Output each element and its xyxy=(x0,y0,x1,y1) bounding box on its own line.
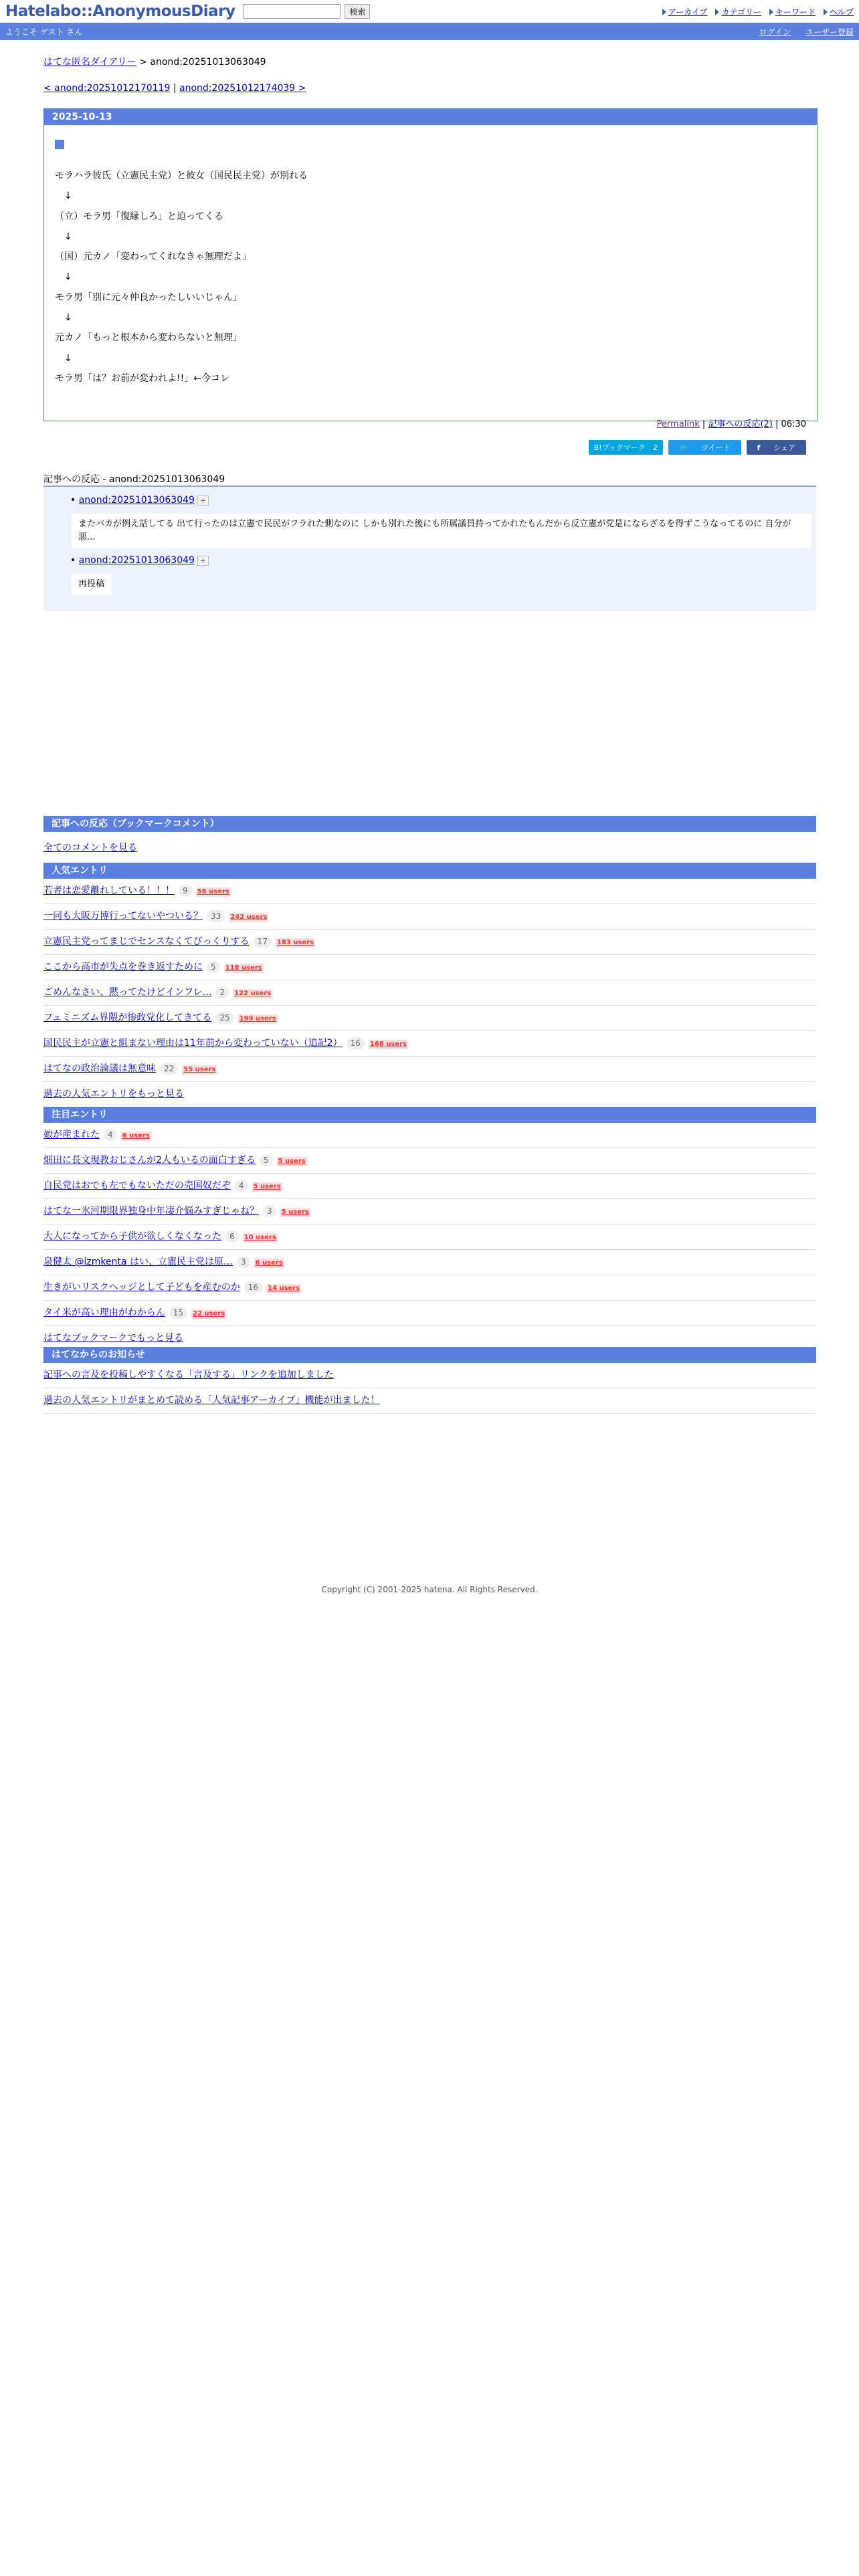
entry-line: ↓ xyxy=(55,272,72,283)
users-badge[interactable]: 183 users xyxy=(276,939,314,946)
users-badge[interactable]: 10 users xyxy=(244,1234,276,1241)
list-item xyxy=(43,1224,816,1250)
list-item xyxy=(43,1275,816,1301)
users-badge[interactable]: 58 users xyxy=(197,888,229,895)
entry-link[interactable]: 大人になってから子供が欲しくなくなった xyxy=(43,1231,221,1242)
register-link[interactable]: ユーザー登録 xyxy=(805,27,854,37)
users-badge[interactable]: 14 users xyxy=(268,1285,300,1292)
list-item xyxy=(43,1123,816,1148)
entry-line: ↓ xyxy=(55,231,72,242)
reactions-title: 記事への反応 - anond:20251013063049 xyxy=(43,474,225,485)
entry-link[interactable]: ごめんなさい、黙ってたけどインフレ… xyxy=(43,987,212,998)
entry-line: 元カノ「もっと根本から変わらないと無理」 xyxy=(55,332,242,344)
list-item xyxy=(43,1031,816,1057)
comment-bubble-icon: 17 xyxy=(254,936,272,948)
list-item xyxy=(43,980,816,1006)
share-buttons xyxy=(589,440,806,455)
list-item xyxy=(43,1388,816,1414)
entry-link[interactable]: 自民党はおでも左でもないただの売国奴だぞ xyxy=(43,1180,231,1191)
entry-line: ↓ xyxy=(55,352,72,364)
facebook-icon: f xyxy=(757,443,763,452)
attention-section xyxy=(43,1107,816,1351)
users-badge[interactable]: 6 users xyxy=(255,1259,283,1267)
comment-bubble-icon: 15 xyxy=(169,1307,187,1319)
popular-title: 人気エントリ xyxy=(43,863,816,879)
nav-keyword[interactable]: キーワード xyxy=(775,7,816,17)
entry-line: （立）モラ男「復縁しろ」と迫ってくる xyxy=(55,211,223,222)
bookmark-comments-section xyxy=(43,816,816,861)
reactions-list xyxy=(43,486,816,611)
list-item xyxy=(43,1363,816,1388)
entry-link[interactable]: 畑田に長文現教おじさんが2人もいるの面白すぎる xyxy=(43,1155,256,1166)
entry-link[interactable]: タイ米が高い理由がわからん xyxy=(43,1307,165,1318)
pager-separator: | xyxy=(173,83,177,94)
permalink[interactable]: Permalink xyxy=(656,419,700,429)
notice-link[interactable]: 記事への言及を投稿しやすくなる「言及する」リンクを追加しました xyxy=(43,1370,334,1380)
entry-link[interactable]: 立憲民主党ってまじでセンスなくてびっくりする xyxy=(43,936,250,947)
login-link[interactable]: ログイン xyxy=(759,27,791,37)
prev-entry-link[interactable]: < anond:20251012170119 xyxy=(43,83,171,94)
list-item xyxy=(43,1301,816,1326)
list-item xyxy=(43,930,816,955)
users-badge[interactable]: 242 users xyxy=(230,914,268,921)
notices-title: はてなからのお知らせ xyxy=(43,1347,816,1363)
entry-line: （国）元カノ「変わってくれなきゃ無理だよ」 xyxy=(55,251,252,263)
copyright: Copyright (C) 2001-2025 hatena. All Rights Reserved. xyxy=(321,1585,538,1594)
users-badge[interactable]: 118 users xyxy=(225,964,262,972)
comment-bubble-icon: 5 xyxy=(260,1154,273,1166)
entry-link[interactable]: はてな一氷河期限界独身中年凄介悩みすぎじゃね？ xyxy=(43,1206,259,1216)
entry-link[interactable]: フェミニズム界隈が惨政党化してきてる xyxy=(43,1012,212,1023)
users-badge[interactable]: 55 users xyxy=(183,1066,216,1073)
users-badge[interactable]: 168 users xyxy=(369,1041,407,1048)
users-badge[interactable]: 199 users xyxy=(239,1015,276,1023)
entry-date: 2025-10-13 xyxy=(44,109,817,125)
tweet-label: ツイート xyxy=(701,443,731,452)
entry-link[interactable]: はてなの政治論議は無意味 xyxy=(43,1063,156,1074)
tweet-button[interactable] xyxy=(668,440,741,455)
arrow-icon xyxy=(662,9,666,15)
entry-link[interactable]: 生きがいリスクヘッジとして子どもを産むのか xyxy=(43,1282,240,1293)
popular-section xyxy=(43,863,816,1107)
users-badge[interactable]: 5 users xyxy=(253,1183,281,1190)
attention-more-link[interactable]: はてなブックマークでもっと見る xyxy=(43,1333,184,1344)
entry-link[interactable]: 一同も大阪万博行ってないやついる？ xyxy=(43,911,203,922)
entry-link[interactable]: 若者は恋愛離れしている！！！ xyxy=(43,885,175,896)
entry-anchor-icon[interactable] xyxy=(55,140,64,149)
arrow-icon xyxy=(715,9,719,15)
entry-footer: Permalink | 記事への反応(2) | 06:30 xyxy=(656,419,806,429)
bird-icon: 🐦 xyxy=(678,443,691,452)
reaction-item: • anond:20251013063049 + xyxy=(70,555,209,566)
users-badge[interactable]: 5 users xyxy=(281,1208,309,1216)
facebook-label: シェア xyxy=(773,443,795,452)
search-button[interactable]: 検索 xyxy=(345,4,370,19)
reaction-item: • anond:20251013063049 + xyxy=(70,495,209,506)
welcome-text: ようこそ ゲスト さん xyxy=(5,27,83,37)
entry-time: 06:30 xyxy=(781,419,806,429)
expand-button[interactable]: + xyxy=(197,556,209,566)
list-item xyxy=(43,955,816,980)
notice-link[interactable]: 過去の人気エントリがまとめて読める「人気記事アーカイブ」機能が出ました！ xyxy=(43,1395,380,1406)
comment-bubble-icon: 9 xyxy=(179,885,192,897)
arrow-icon xyxy=(769,9,773,15)
list-item xyxy=(43,904,816,930)
reactions-link[interactable]: 記事への反応(2) xyxy=(708,419,773,429)
nav-archive[interactable]: アーカイブ xyxy=(668,7,708,17)
list-item xyxy=(43,1174,816,1199)
entry-box xyxy=(43,108,818,452)
list-item xyxy=(43,1057,816,1082)
entry-line: ↓ xyxy=(55,191,72,202)
comment-bubble-icon: 22 xyxy=(160,1063,178,1075)
pager xyxy=(43,83,816,94)
nav-category[interactable]: カテゴリー xyxy=(721,7,761,17)
popular-more-link[interactable]: 過去の人気エントリをもっと見る xyxy=(43,1089,184,1099)
comment-bubble-icon: 6 xyxy=(225,1230,239,1243)
reaction-quote: 再投稿 xyxy=(72,574,111,595)
comment-bubble-icon: 4 xyxy=(104,1129,117,1141)
comment-bubble-icon: 3 xyxy=(263,1205,276,1217)
comment-bubble-icon: 2 xyxy=(215,986,229,998)
breadcrumb-separator: > xyxy=(139,57,147,68)
entry-link[interactable]: 国民民主が立憲と組まない理由は11年前から変わっていない（追記2） xyxy=(43,1038,343,1049)
search-input[interactable] xyxy=(243,4,341,19)
list-item xyxy=(43,1199,816,1224)
bookmark-button[interactable]: B!ブックマーク 2 xyxy=(589,440,663,455)
users-badge[interactable]: 122 users xyxy=(234,990,272,997)
comment-bubble-icon: 16 xyxy=(347,1037,365,1049)
all-comments-link[interactable]: 全てのコメントを見る xyxy=(43,843,137,853)
reaction-quote: またバカが例え話してる 出て行ったのは立憲で民民がフラれた側なのに しかも別れた後にも所属議員持ってかれたもんだから反立憲が党是にならざるを得ずこうなってるのに 自分が悪... xyxy=(72,514,812,548)
reaction-link[interactable]: anond:20251013063049 xyxy=(78,495,195,506)
breadcrumb-current: anond:20251013063049 xyxy=(150,57,266,68)
welcome-bar xyxy=(0,23,859,40)
entry-link[interactable]: 娘が産まれた xyxy=(43,1130,100,1140)
expand-button[interactable]: + xyxy=(197,496,209,506)
comment-bubble-icon: 4 xyxy=(235,1180,248,1192)
nav-help[interactable]: ヘルプ xyxy=(829,7,854,17)
comment-bubble-icon: 5 xyxy=(207,961,220,973)
breadcrumb-home[interactable]: はてな匿名ダイアリー xyxy=(43,57,136,68)
list-item xyxy=(43,1148,816,1174)
entry-line: ↓ xyxy=(55,312,72,324)
comment-bubble-icon: 3 xyxy=(237,1256,250,1268)
reaction-link[interactable]: anond:20251013063049 xyxy=(78,555,195,566)
entry-body xyxy=(55,166,308,389)
list-item xyxy=(43,1250,816,1275)
users-badge[interactable]: 5 users xyxy=(278,1158,306,1165)
entry-line: モラ男「は？お前が変われよ!!」←今コレ xyxy=(55,372,229,384)
top-nav xyxy=(662,6,854,17)
entry-line: モラ男「別に元々仲良かったしいいじゃん」 xyxy=(55,292,242,303)
list-item xyxy=(43,879,816,904)
top-bar xyxy=(0,0,859,23)
users-badge[interactable]: 22 users xyxy=(193,1310,225,1317)
comment-bubble-icon: 33 xyxy=(207,910,225,922)
site-logo[interactable]: Hatelabo::AnonymousDiary xyxy=(5,3,235,20)
arrow-icon xyxy=(824,9,828,15)
facebook-share-button[interactable] xyxy=(747,440,806,455)
attention-title: 注目エントリ xyxy=(43,1107,816,1123)
comment-bubble-icon: 25 xyxy=(215,1012,233,1024)
comment-bubble-icon: 16 xyxy=(244,1281,262,1293)
bookmark-comments-title: 記事への反応（ブックマークコメント） xyxy=(43,816,816,832)
list-item xyxy=(43,1006,816,1031)
entry-link[interactable]: ここから高市が失点を巻き返すために xyxy=(43,962,203,972)
notices-section xyxy=(43,1347,816,1414)
entry-link[interactable]: 泉健太 @izmkenta はい、立憲民主党は原… xyxy=(43,1257,233,1267)
breadcrumb xyxy=(43,55,816,68)
next-entry-link[interactable]: anond:20251012174039 > xyxy=(179,83,306,94)
users-badge[interactable]: 6 users xyxy=(122,1132,150,1140)
entry-line: モラハラ彼氏（立憲民主党）と彼女（国民民主党）が別れる xyxy=(55,171,308,181)
